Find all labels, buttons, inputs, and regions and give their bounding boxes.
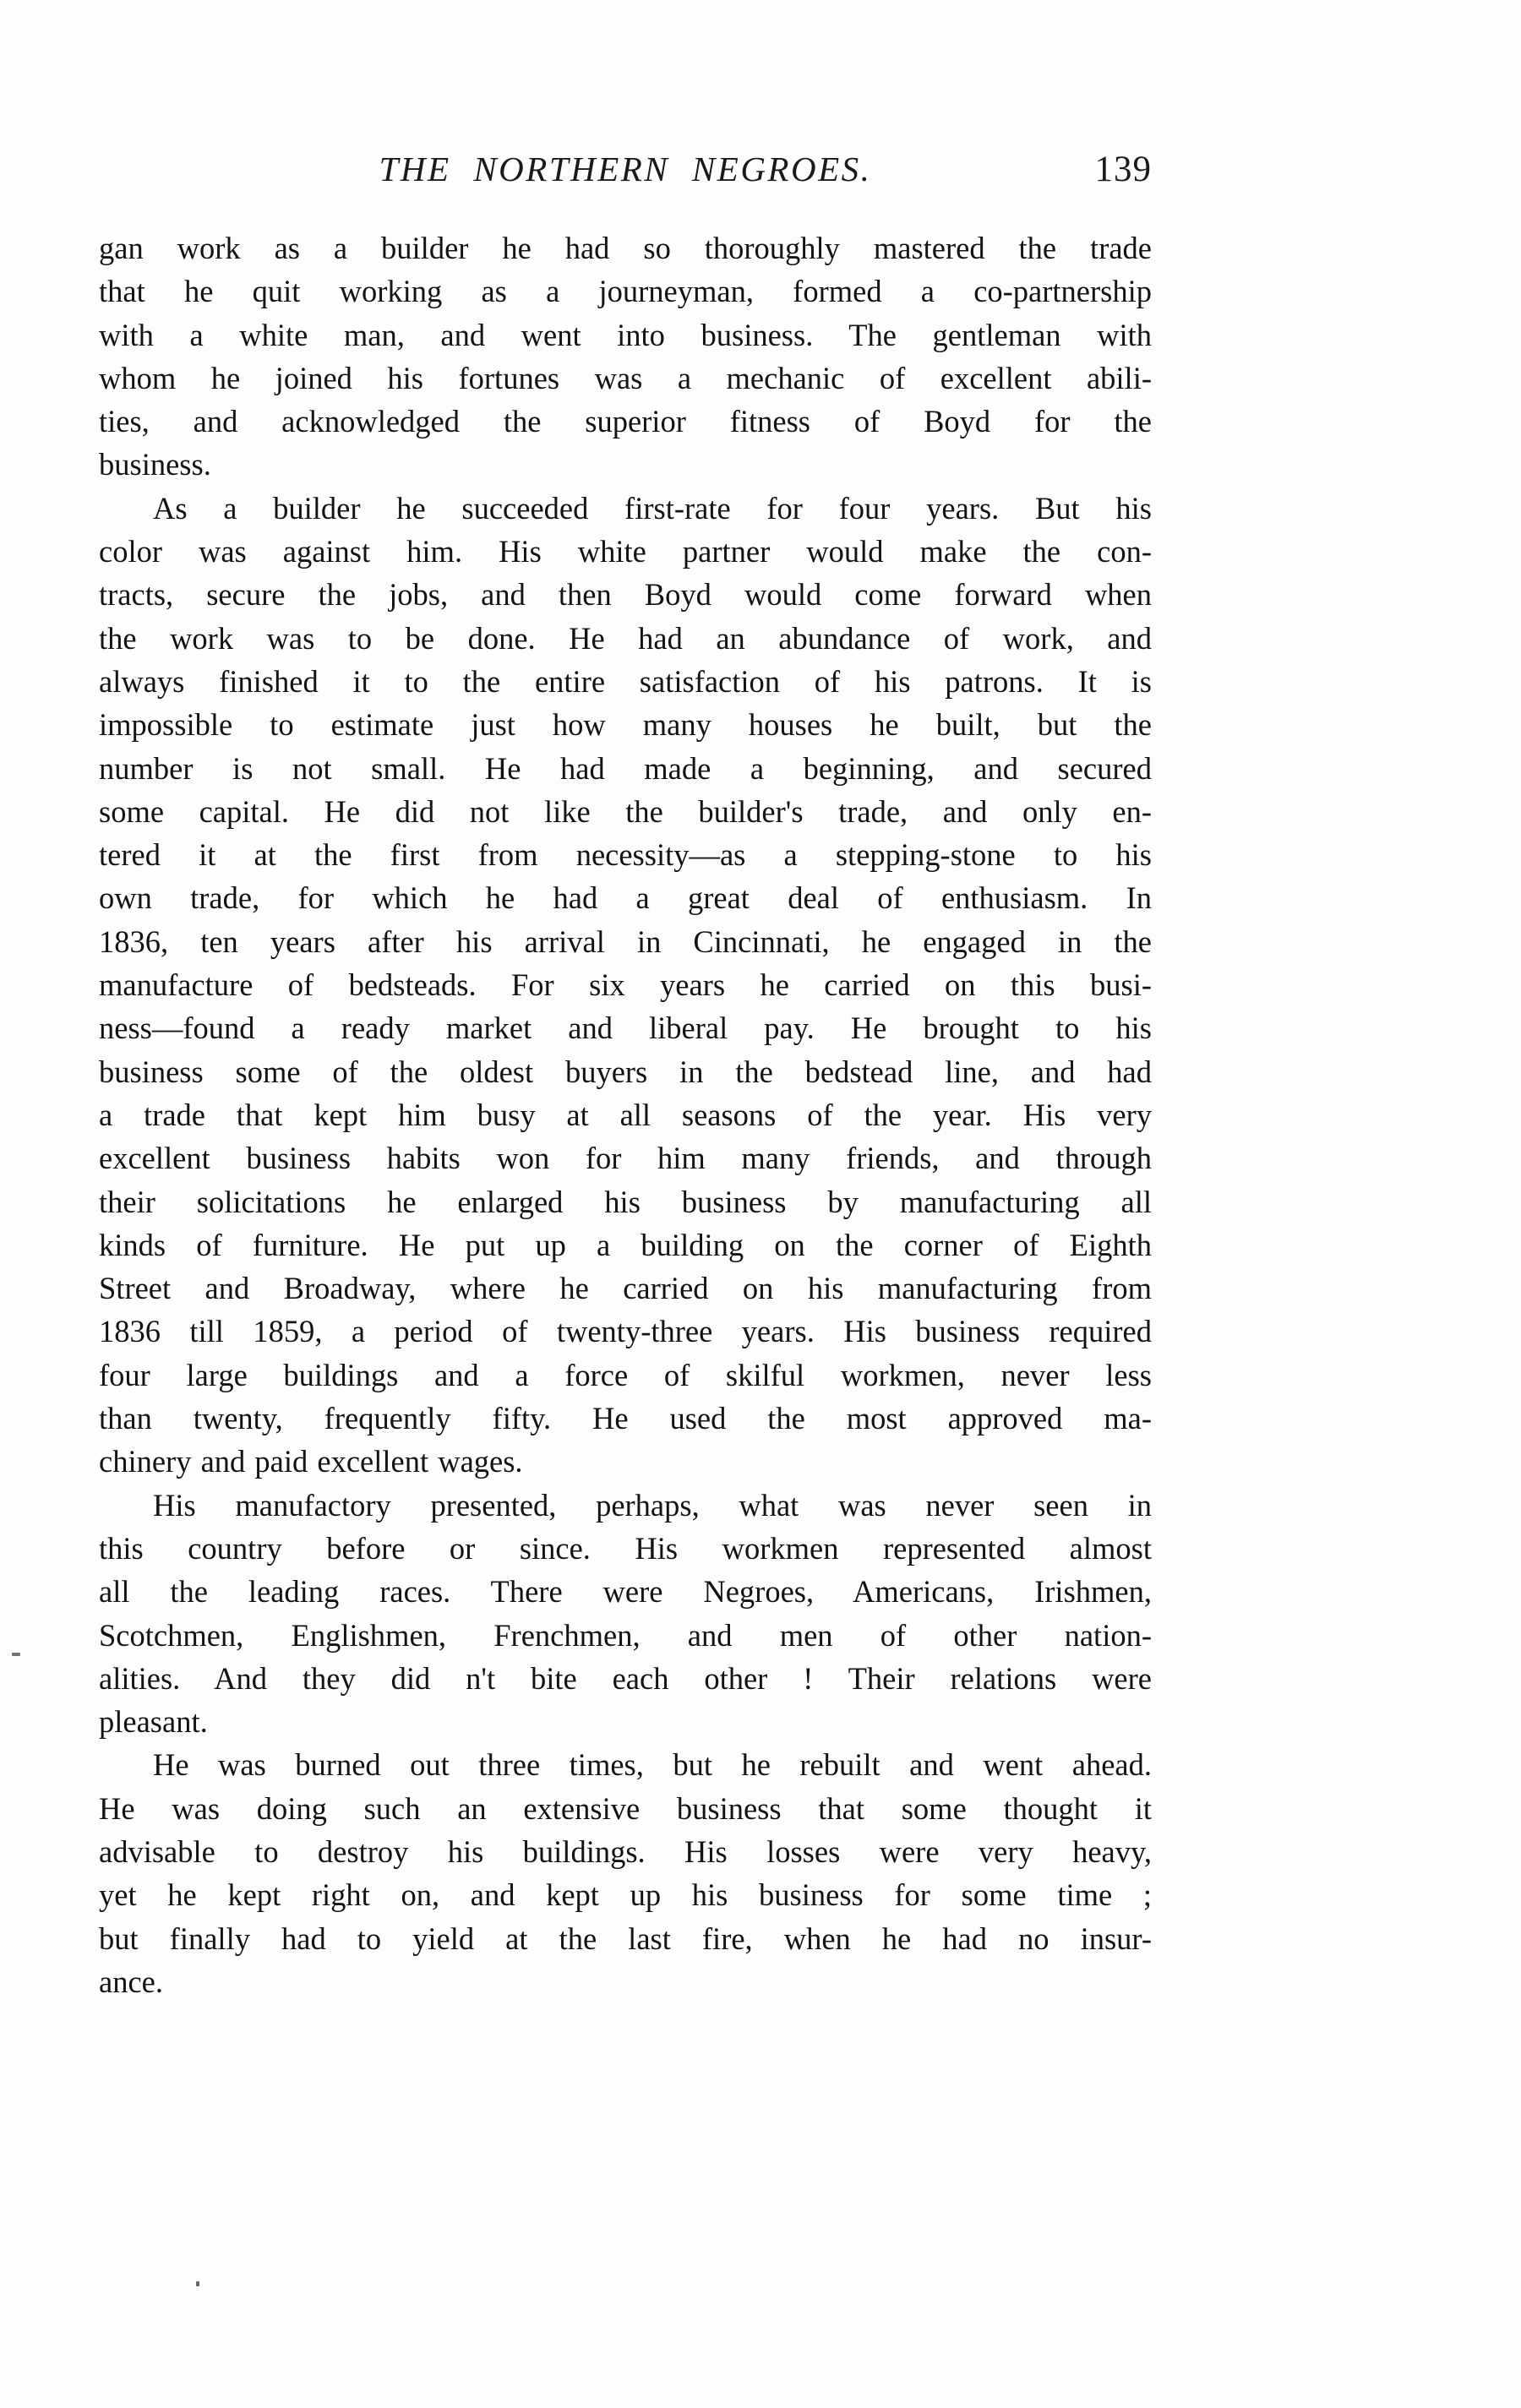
page-number: 139 (1094, 150, 1152, 189)
paragraph (99, 1743, 1152, 2003)
text-line: some capital. He did not like the builder's trade, and only en- (99, 793, 1152, 829)
text-line: tracts, secure the jobs, and then Boyd would come forward when (99, 577, 1152, 613)
text-line: business some of the oldest buyers in the bedstead line, and had (99, 1054, 1152, 1089)
text-line: pleasant. (99, 1704, 208, 1740)
text-line: kinds of furniture. He put up a building on the corner of Eighth (99, 1227, 1152, 1262)
text-line: with a white man, and went into business. The gentleman with (99, 317, 1152, 352)
text-line: whom he joined his fortunes was a mechanic of excellent abili- (99, 360, 1152, 395)
text-line: all the leading races. There were Negroes, Americans, Irishmen, (99, 1574, 1152, 1610)
page-title: THE NORTHERN NEGROES. (379, 150, 872, 188)
text-line: color was against him. His white partner would make the con- (99, 534, 1152, 569)
text-line: manufacture of bedsteads. For six years he carried on this busi- (99, 967, 1152, 1003)
text-line: the work was to be done. He had an abundance of work, and (99, 620, 1152, 656)
text-line: Scotchmen, Englishmen, Frenchmen, and men of other nation- (99, 1617, 1152, 1653)
text-line: this country before or since. His workmen represented almost (99, 1530, 1152, 1566)
text-line: but finally had to yield at the last fire, when he had no insur- (99, 1920, 1152, 1956)
text-line: excellent business habits won for him many friends, and through (99, 1141, 1152, 1176)
text-line: As a builder he succeeded first-rate for four years. But his (153, 490, 1152, 526)
text-line: He was burned out three times, but he rebuilt and went ahead. (153, 1747, 1152, 1783)
text-line: their solicitations he enlarged his business by manufacturing all (99, 1184, 1152, 1219)
paragraph (99, 1484, 1152, 1744)
text-line: 1836, ten years after his arrival in Cincinnati, he engaged in the (99, 923, 1152, 959)
text-line: His manufactory presented, perhaps, what was never seen in (153, 1487, 1152, 1523)
text-line: ness—found a ready market and liberal pay. He brought to his (99, 1011, 1152, 1046)
paragraph (99, 487, 1152, 1484)
text-line: than twenty, frequently fifty. He used the most approved ma- (99, 1401, 1152, 1436)
text-line: He was doing such an extensive business that some thought it (99, 1790, 1152, 1826)
paragraph (99, 226, 1152, 487)
text-line: four large buildings and a force of skilful workmen, never less (99, 1357, 1152, 1392)
text-line: alities. And they did n't bite each other ! Their relations were (99, 1660, 1152, 1696)
text-line: impossible to estimate just how many houses he built, but the (99, 707, 1152, 743)
text-line: 1836 till 1859, a period of twenty-three years. His business required (99, 1314, 1152, 1349)
text-line: ties, and acknowledged the superior fitness of Boyd for the (99, 404, 1152, 439)
text-line: business. (99, 447, 211, 482)
text-line: always finished it to the entire satisfaction of his patrons. It is (99, 663, 1152, 699)
text-line: chinery and paid excellent wages. (99, 1444, 523, 1479)
text-line: advisable to destroy his buildings. His losses were very heavy, (99, 1833, 1152, 1869)
text-line: yet he kept right on, and kept up his business for some time ; (99, 1877, 1152, 1913)
body-text (99, 226, 1152, 2003)
text-line: own trade, for which he had a great deal of enthusiasm. In (99, 880, 1152, 916)
scan-artifact (12, 1653, 20, 1656)
text-line: ance. (99, 1964, 163, 1999)
text-line: gan work as a builder he had so thoroughly mastered the trade (99, 231, 1152, 265)
running-head (99, 149, 1152, 193)
text-line: Street and Broadway, where he carried on his manufacturing from (99, 1271, 1152, 1306)
scan-artifact (196, 2281, 199, 2286)
text-line: that he quit working as a journeyman, formed a co-partnership (99, 274, 1152, 309)
text-line: a trade that kept him busy at all seasons of the year. His very (99, 1097, 1152, 1132)
text-line: number is not small. He had made a beginning, and secured (99, 750, 1152, 786)
text-line: tered it at the first from necessity—as a stepping-stone to his (99, 837, 1152, 873)
